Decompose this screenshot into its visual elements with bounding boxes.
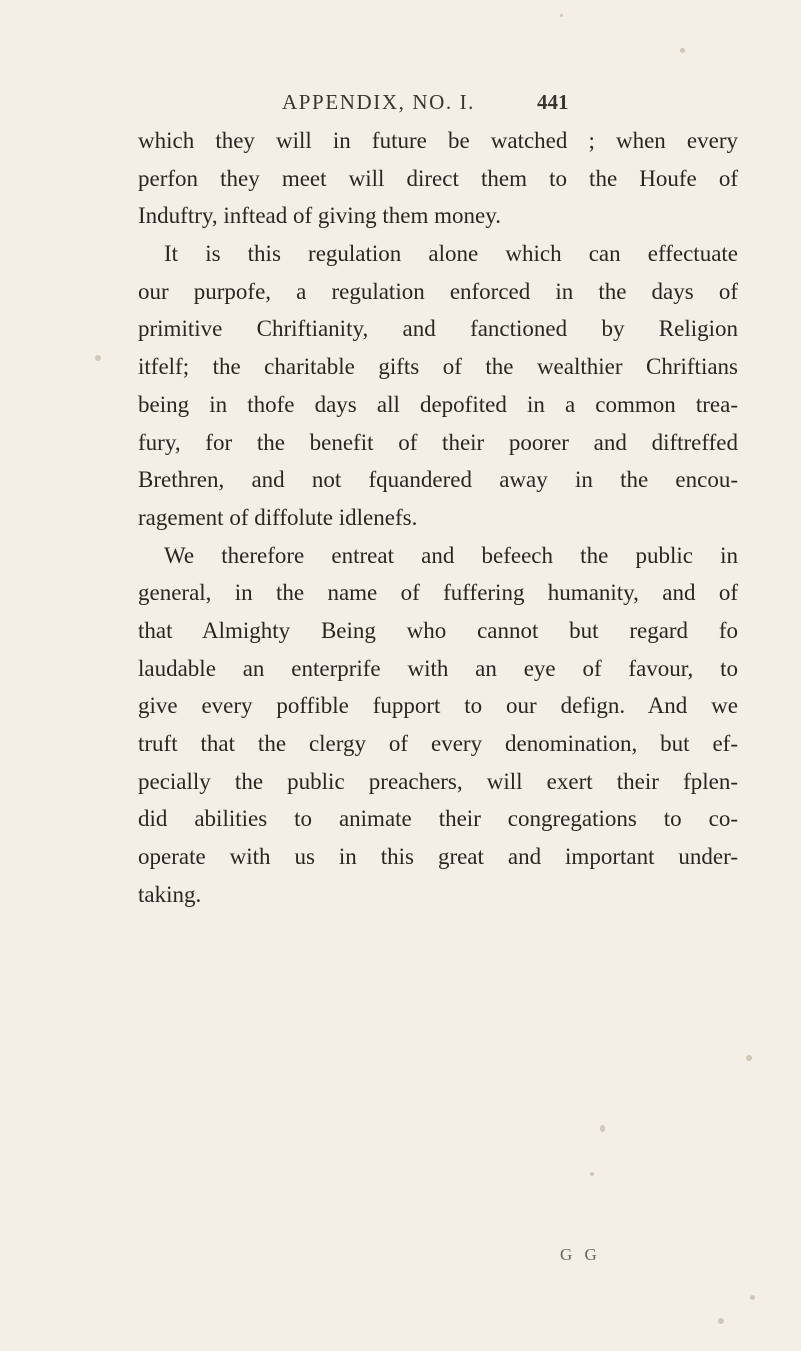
- text-line: operate with us in this great and important under-: [138, 844, 738, 870]
- text-line: We therefore entreat and befeech the public in: [164, 542, 738, 568]
- text-line: did abilities to animate their congregations to co-: [138, 806, 738, 832]
- text-line: fury, for the benefit of their poorer and diftreffed: [138, 429, 738, 455]
- paper-speck: [560, 14, 563, 17]
- paper-speck: [746, 1055, 752, 1061]
- text-line: laudable an enterprife with an eye of favour, to: [138, 655, 738, 681]
- text-line: perfon they meet will direct them to the Houfe of: [138, 165, 738, 191]
- signature-mark: G G: [560, 1245, 601, 1264]
- body-text: [138, 122, 738, 913]
- text-line: ragement of diffolute idlenefs.: [138, 504, 418, 530]
- paper-speck: [680, 48, 685, 53]
- text-line: that Almighty Being who cannot but regard fo: [138, 617, 738, 643]
- text-line: Induftry, inftead of giving them money.: [138, 203, 502, 229]
- text-line: It is this regulation alone which can effectuate: [164, 241, 738, 267]
- text-line: primitive Chriftianity, and fanctioned by Religion: [138, 316, 738, 342]
- text-line: Brethren, and not fquandered away in the encou-: [138, 467, 738, 493]
- text-line: give every poffible fupport to our defign. And we: [138, 693, 738, 719]
- text-line: general, in the name of fuffering humanity, and of: [138, 580, 738, 606]
- paper-speck: [718, 1318, 724, 1324]
- text-line: our purpofe, a regulation enforced in the days of: [138, 278, 738, 304]
- text-line: pecially the public preachers, will exert their fplen-: [138, 768, 738, 794]
- paper-speck: [590, 1172, 594, 1176]
- text-line: taking.: [138, 881, 202, 907]
- paper-speck: [95, 355, 101, 361]
- text-line: which they will in future be watched ; when every: [138, 128, 738, 153]
- page-number: 441: [537, 90, 569, 114]
- paper-speck: [750, 1295, 755, 1300]
- text-line: being in thofe days all depofited in a common trea-: [138, 391, 738, 417]
- text-line: truft that the clergy of every denomination, but ef-: [138, 731, 738, 756]
- running-head-title: APPENDIX, NO. I.: [282, 90, 476, 114]
- text-line: itfelf; the charitable gifts of the wealthier Chriftians: [138, 354, 738, 380]
- paper-speck: [600, 1125, 605, 1132]
